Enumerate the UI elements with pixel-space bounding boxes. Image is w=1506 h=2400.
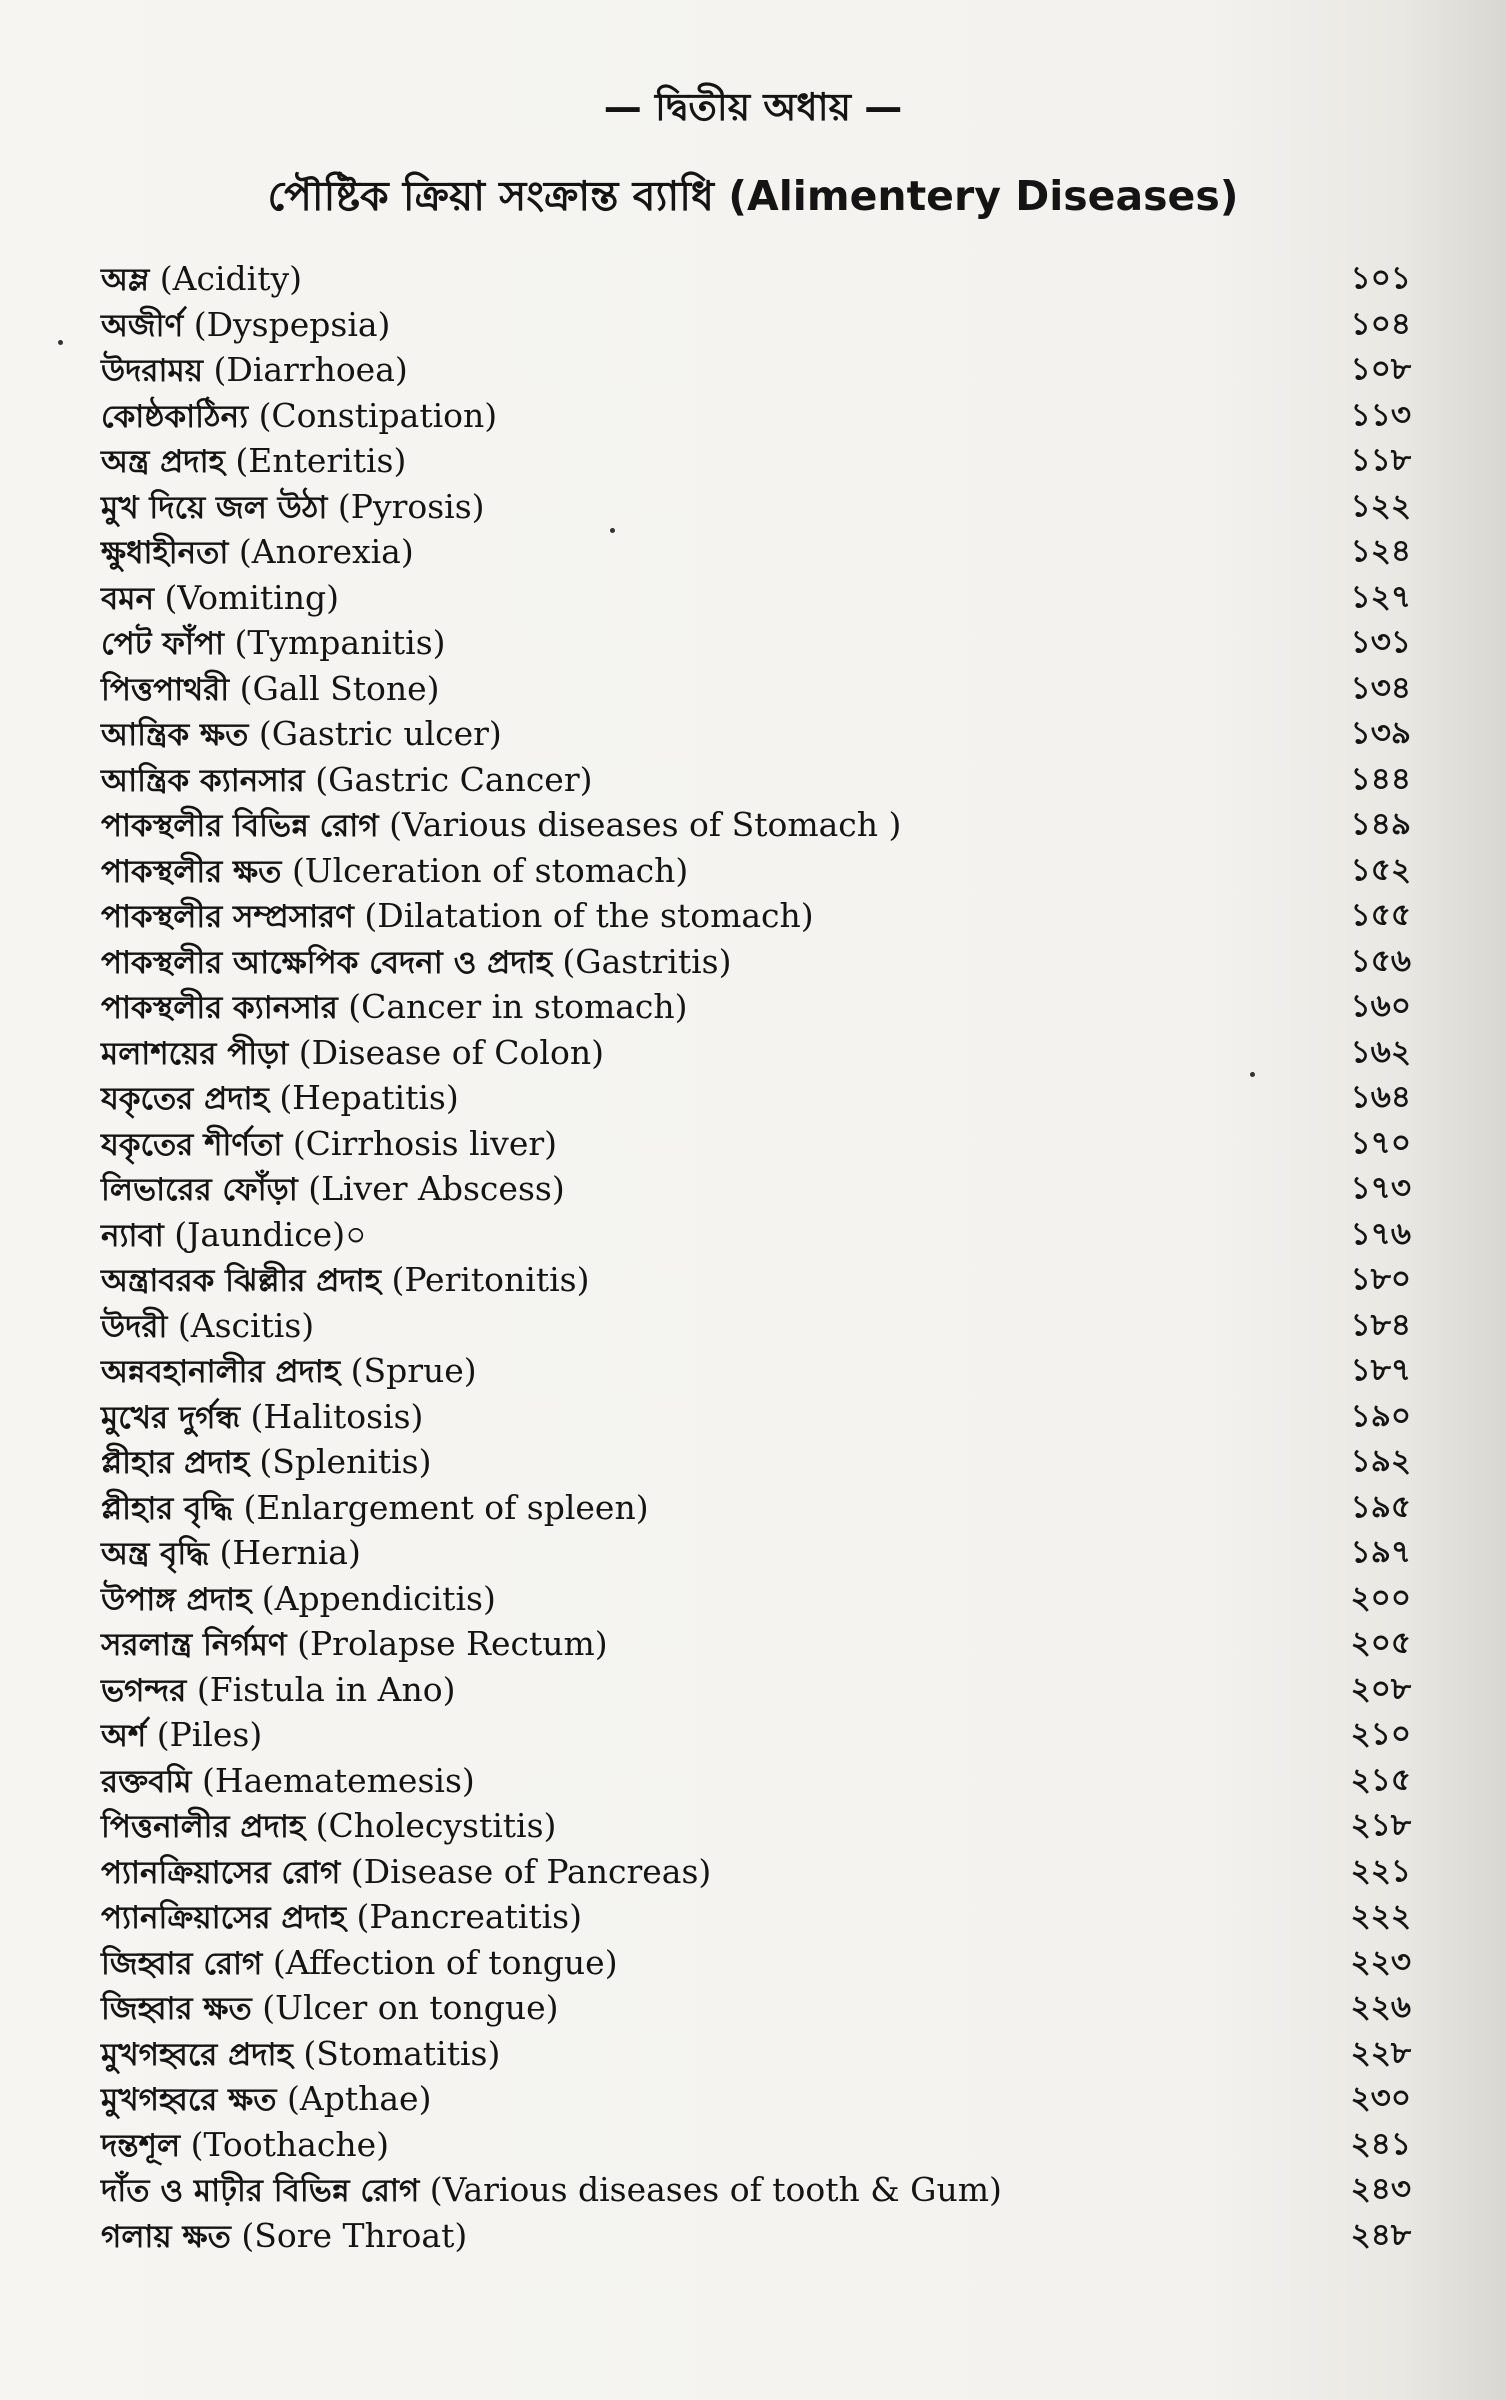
toc-entry-title [101,1530,361,1578]
toc-entry-title [101,1303,314,1351]
entry-english-name: (Hernia) [219,1533,361,1572]
toc-entry-title [101,1667,455,1715]
entry-bengali-name: পেট ফাঁপা [101,626,224,662]
page-number: ২২৬ [1350,1989,1411,2025]
entry-bengali-name: লিভারের ফোঁড়া [101,1172,298,1208]
entry-english-name: (Sore Throat) [241,2215,468,2255]
toc-entry-title [101,1348,477,1396]
entry-english-name: (Halitosis) [250,1396,424,1436]
toc-entry-title [101,1439,431,1487]
entry-english-name: (Gall Stone) [239,668,440,708]
entry-bengali-name: অন্ত্র বৃদ্ধি [101,1536,210,1572]
toc-entry-title [101,2122,389,2170]
page-number: ১৮৭ [1350,1352,1411,1388]
toc-entry-title [101,1712,262,1760]
toc-entry [101,1485,1411,1531]
toc-entry [101,1985,1411,2031]
toc-entry-title [101,1030,604,1078]
entry-bengali-name: রক্তবমি [101,1763,192,1800]
entry-bengali-name: উপাঙ্গ প্রদাহ [101,1581,252,1618]
toc-entry [101,256,1411,302]
entry-bengali-name: অম্ল [101,262,150,298]
toc-entry-title [101,529,414,577]
toc-entry [101,2076,1411,2122]
entry-bengali-name: প্লীহার প্রদাহ [101,1445,249,1481]
page-number: ২৪১ [1350,2125,1411,2162]
toc-entry-title [101,620,446,668]
page-number: ২০৮ [1350,1670,1411,1707]
entry-bengali-name: জিহ্বার ক্ষত [101,1991,252,2027]
toc-entry [101,438,1411,484]
section-title: পৌষ্টিক ক্রিয়া সংক্রান্ত ব্যাধি (Alimentery Diseases) [267,172,1239,220]
toc-entry [101,1166,1411,1212]
toc-entry [101,1894,1411,1940]
toc-entry [101,1940,1411,1986]
page-number: ১৯৭ [1350,1534,1411,1570]
entry-bengali-name: পাকস্থলীর আক্ষেপিক বেদনা ও প্রদাহ [101,944,552,981]
toc-entry-title [101,1394,423,1442]
page-number: ১২৪ [1350,533,1411,569]
page-number: ২২৩ [1350,1943,1411,1980]
toc-entry-title [101,1985,559,2033]
toc-entry-title [101,711,502,759]
toc-entry-title [101,939,731,987]
toc-entry [101,620,1411,666]
toc-entry-title [101,2213,467,2261]
page-number: ১৭৬ [1350,1215,1411,1252]
entry-bengali-name: যকৃতের শীর্ণতা [101,1126,283,1163]
entry-english-name: (Disease of Pancreas) [350,1851,712,1891]
entry-english-name: (Enteritis) [235,441,407,480]
toc-entry [101,347,1411,393]
entry-bengali-name: বমন [101,580,154,617]
entry-bengali-name: অন্ত্র প্রদাহ [101,444,225,480]
toc-entry-title [101,1212,367,1260]
chapter-heading: — দ্বিতীয় অধায় — [603,85,903,129]
entry-english-name: (Diarrhoea) [213,350,408,389]
toc-entry-title [101,2167,1002,2215]
page-number: ১৬০ [1350,988,1411,1024]
toc-entry [101,484,1411,530]
toc-entry-title [101,575,339,623]
toc-entry-title [101,893,814,941]
toc-entry-title [101,2031,500,2079]
entry-bengali-name: অন্ত্রাবরক ঝিল্লীর প্রদাহ [101,1263,381,1299]
page-number: ২২৮ [1350,2034,1411,2071]
entry-english-name: (Cholecystitis) [315,1806,557,1845]
entry-english-name: (Sprue) [350,1351,477,1390]
entry-english-name: (Splenitis) [259,1442,432,1481]
toc-entry [101,1121,1411,1167]
entry-english-name: (Peritonitis) [391,1260,590,1299]
entry-english-name: (Tympanitis) [234,623,446,662]
entry-bengali-name: উদরী [101,1308,168,1345]
toc-entry-title [101,848,688,896]
toc-entry [101,1348,1411,1394]
toc-entry-title [101,1940,618,1988]
toc-entry [101,1212,1411,1258]
entry-bengali-name: আন্ত্রিক ক্যানসার [101,762,305,799]
entry-bengali-name: মুখগহ্বরে ক্ষত [101,2082,277,2118]
toc-entry [101,1712,1411,1758]
page-number: ১৪৪ [1350,760,1411,797]
entry-english-name: (Jaundice)০ [174,1214,367,1254]
page-number: ১৬৪ [1350,1079,1411,1115]
toc-entry [101,1803,1411,1849]
toc-entry [101,1257,1411,1303]
toc-entry-title [101,1075,459,1123]
toc-entry-title [101,484,485,532]
entry-bengali-name: মুখগহ্বরে প্রদাহ [101,2036,293,2073]
page-number: ১১৮ [1350,442,1411,478]
page-number: ২০০ [1350,1579,1411,1616]
entry-english-name: (Toothache) [190,2124,389,2164]
toc-entry [101,2167,1411,2213]
entry-bengali-name: জিহ্বার রোগ [101,1945,263,1982]
toc-entry [101,757,1411,803]
toc-entry-title [101,1576,496,1624]
entry-bengali-name: কোষ্ঠকাঠিন্য [101,398,249,435]
toc-entry [101,2031,1411,2077]
entry-english-name: (Liver Abscess) [308,1169,565,1208]
toc-entry [101,302,1411,348]
ink-speck [610,528,615,533]
entry-bengali-name: ভগন্দর [101,1672,187,1709]
toc-entry [101,2213,1411,2259]
page-number: ২১৮ [1350,1807,1411,1843]
page-number: ১৩১ [1350,624,1411,660]
page-number: ১০৪ [1350,305,1411,342]
toc-entry [101,1530,1411,1576]
table-of-contents [101,256,1411,2258]
entry-english-name: (Ulceration of stomach) [291,850,689,890]
entry-bengali-name: ন্যাবা [101,1217,164,1254]
entry-bengali-name: পাকস্থলীর সম্প্রসারণ [101,899,354,935]
entry-english-name: (Piles) [156,1715,263,1754]
entry-english-name: (Enlargement of spleen) [243,1487,649,1527]
page-number: ২৪৮ [1350,2216,1411,2253]
entry-bengali-name: পিত্তনালীর প্রদাহ [101,1809,306,1845]
entry-english-name: (Constipation) [258,395,498,435]
toc-entry [101,1030,1411,1076]
toc-entry-title [101,802,901,850]
page-number: ১১৩ [1350,396,1411,433]
page-number: ১৩৪ [1350,669,1411,706]
toc-entry-title [101,347,408,395]
entry-bengali-name: মুখের দুর্গন্ধ [101,1399,241,1436]
entry-bengali-name: দাঁত ও মাঢ়ীর বিভিন্ন রোগ [101,2173,420,2209]
entry-english-name: (Various diseases of Stomach ) [389,805,902,844]
entry-bengali-name: অর্শ [101,1718,147,1754]
entry-bengali-name: প্যানক্রিয়াসের রোগ [101,1854,341,1891]
toc-entry [101,666,1411,712]
page-number: ১৭০ [1350,1124,1411,1161]
page-number: ২২১ [1350,1852,1411,1889]
page-number: ১৩৯ [1350,715,1411,751]
page-number: ২১৫ [1350,1761,1411,1798]
entry-english-name: (Disease of Colon) [298,1032,604,1072]
page-number: ২১০ [1350,1716,1411,1752]
entry-english-name: (Gastric ulcer) [258,714,502,753]
entry-bengali-name: মলাশয়ের পীড়া [101,1035,289,1072]
toc-entry [101,1439,1411,1485]
toc-entry [101,575,1411,621]
entry-english-name: (Dilatation of the stomach) [364,896,814,935]
page-number: ২০৫ [1350,1625,1411,1661]
toc-entry-title [101,2076,431,2124]
entry-english-name: (Gastric Cancer) [315,759,593,799]
entry-bengali-name: আন্ত্রিক ক্ষত [101,717,249,753]
toc-entry [101,1576,1411,1622]
entry-bengali-name: পাকস্থলীর ক্ষত [101,853,282,890]
toc-entry [101,393,1411,439]
entry-english-name: (Vomiting) [164,577,339,617]
page-number: ১২২ [1350,487,1411,524]
toc-entry [101,802,1411,848]
entry-bengali-name: পিত্তপাথরী [101,671,230,708]
toc-entry-title [101,393,497,441]
toc-entry [101,711,1411,757]
entry-english-name: (Haematemesis) [202,1760,475,1800]
page-number: ২৪৩ [1350,2171,1411,2207]
entry-bengali-name: যকৃতের প্রদাহ [101,1081,269,1117]
toc-entry-title [101,1894,582,1942]
entry-bengali-name: ক্ষুধাহীনতা [101,535,229,571]
page-number: ১৫২ [1350,851,1411,888]
toc-entry [101,1849,1411,1895]
entry-english-name: (Ulcer on tongue) [262,1988,559,2027]
entry-bengali-name: অজীর্ণ [101,307,184,344]
page-number: ২৩০ [1350,2080,1411,2116]
entry-bengali-name: প্যানক্রিয়াসের প্রদাহ [101,1900,347,1936]
entry-english-name: (Appendicitis) [261,1578,496,1618]
page-number: ১০৮ [1350,351,1411,387]
entry-bengali-name: পাকস্থলীর বিভিন্ন রোগ [101,808,379,844]
toc-entry-title [101,438,406,486]
toc-entry [101,529,1411,575]
page-number: ১৯২ [1350,1443,1411,1479]
page-number: ১২৭ [1350,578,1411,615]
ink-speck [1250,1072,1255,1077]
page-number: ১৬২ [1350,1033,1411,1070]
entry-english-name: (Pancreatitis) [356,1897,582,1936]
page-number: ১৭৩ [1350,1170,1411,1206]
entry-english-name: (Fistula in Ano) [196,1669,456,1709]
entry-english-name: (Anorexia) [238,532,414,571]
toc-entry-title [101,1485,649,1533]
entry-bengali-name: মুখ দিয়ে জল উঠা [101,489,328,526]
entry-english-name: (Cirrhosis liver) [292,1123,558,1163]
entry-bengali-name: দন্তশূল [101,2127,181,2164]
entry-english-name: (Pyrosis) [337,486,485,526]
entry-bengali-name: উদরাময় [101,353,203,389]
toc-entry [101,1394,1411,1440]
toc-entry [101,1667,1411,1713]
entry-bengali-name: সরলান্ত্র নির্গমণ [101,1627,287,1663]
toc-entry-title [101,256,302,304]
toc-entry-title [101,666,440,714]
page-number: ১৪৯ [1350,806,1411,842]
toc-entry-title [101,757,592,805]
entry-english-name: (Prolapse Rectum) [297,1624,608,1663]
entry-bengali-name: পাকস্থলীর ক্যানসার [101,990,338,1026]
entry-bengali-name: গলায় ক্ষত [101,2218,231,2255]
toc-entry [101,1303,1411,1349]
page-number: ১৯০ [1350,1397,1411,1434]
page-number: ১৫৫ [1350,897,1411,933]
entry-english-name: (Acidity) [159,259,302,298]
entry-bengali-name: প্লীহার বৃদ্ধি [101,1490,234,1527]
toc-entry-title [101,1758,475,1806]
toc-entry [101,939,1411,985]
page-number: ১৫৬ [1350,942,1411,979]
entry-english-name: (Cancer in stomach) [348,987,688,1026]
entry-english-name: (Apthae) [287,2079,432,2118]
page-number: ২২২ [1350,1898,1411,1934]
toc-entry [101,1758,1411,1804]
toc-entry [101,984,1411,1030]
toc-entry-title [101,1257,589,1305]
toc-entry-title [101,1121,557,1169]
entry-english-name: (Gastritis) [562,941,732,981]
entry-english-name: (Affection of tongue) [272,1942,618,1982]
toc-entry-title [101,1803,556,1851]
toc-entry-title [101,302,390,350]
toc-entry [101,1075,1411,1121]
entry-english-name: (Stomatitis) [303,2033,501,2073]
page-number: ১৯৫ [1350,1488,1411,1525]
entry-english-name: (Hepatitis) [279,1078,459,1117]
ink-speck [58,340,63,345]
toc-entry [101,893,1411,939]
toc-entry [101,848,1411,894]
page-number: ১৮০ [1350,1261,1411,1297]
entry-english-name: (Ascitis) [177,1305,315,1345]
entry-english-name: (Various diseases of tooth & Gum) [429,2170,1002,2209]
toc-entry [101,1621,1411,1667]
toc-entry [101,2122,1411,2168]
page-number: ১৮৪ [1350,1306,1411,1343]
toc-entry-title [101,1849,711,1897]
toc-entry-title [101,1166,565,1214]
toc-entry-title [101,1621,608,1669]
page-number: ১০১ [1350,260,1411,296]
entry-bengali-name: অন্নবহানালীর প্রদাহ [101,1354,341,1390]
entry-english-name: (Dyspepsia) [193,304,391,344]
toc-entry-title [101,984,688,1032]
